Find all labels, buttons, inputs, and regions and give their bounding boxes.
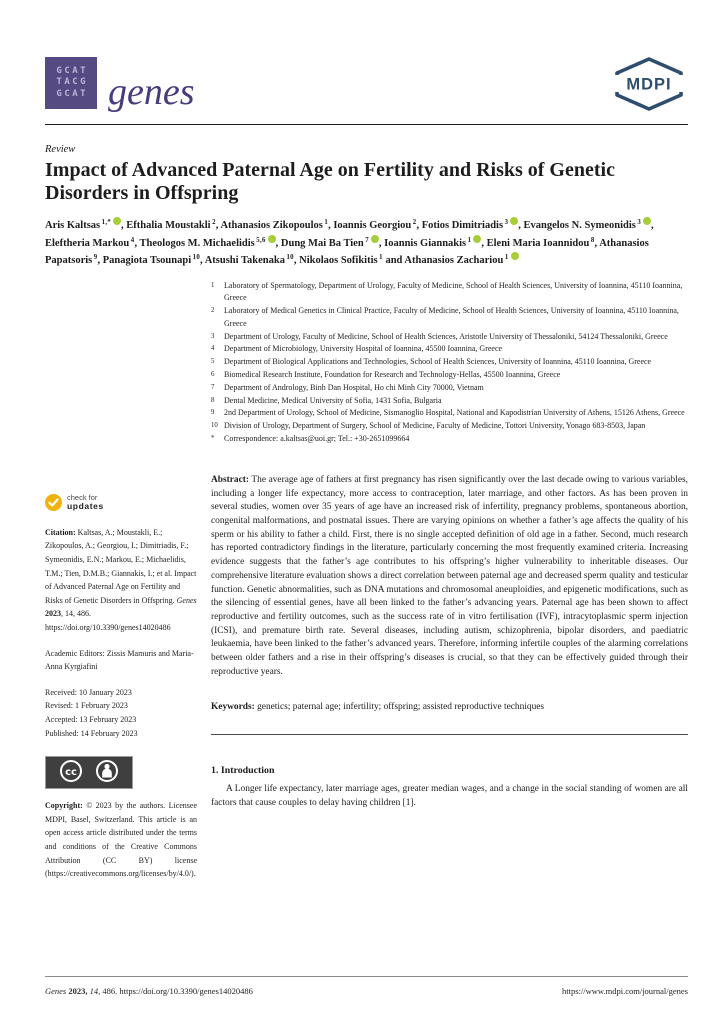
author-name: Eleftheria Markou [45, 237, 130, 249]
author-affiliation-sup: 8 [590, 236, 595, 244]
author-affiliation-sup: 1 [379, 254, 383, 262]
author-affiliation-sup: 7 [365, 236, 369, 244]
affiliation-text: Laboratory of Medical Genetics in Clinical Practice, Faculty of Medicine, School of Health Sciences, University of Ioannina, 45110 Ioannina, Greece [224, 306, 679, 328]
author-separator: , [293, 255, 300, 267]
copyright-label: Copyright: [45, 801, 83, 811]
footer-divider [45, 976, 688, 977]
orcid-icon[interactable] [511, 252, 519, 260]
academic-editors: Academic Editors: Zissis Mamuris and Maria-Anna Kyrgiafini [45, 648, 194, 672]
affiliation-item [211, 407, 688, 420]
page-title: Impact of Advanced Paternal Age on Fertility and Risks of Genetic Disorders in Offspring [45, 159, 615, 205]
affiliation-item [211, 395, 688, 408]
author-item [384, 238, 486, 249]
genes-logo[interactable] [45, 57, 195, 113]
author-separator: , [134, 237, 140, 249]
affiliation-number: 2 [211, 307, 215, 315]
affiliation-text: Dental Medicine, Medical University of Sofia, 1431 Sofia, Bulgaria [224, 395, 442, 405]
author-separator: and [382, 255, 405, 267]
author-affiliation-sup: 4 [130, 236, 135, 244]
history-date-line: Received: 10 January 2023 [45, 687, 132, 697]
affiliation-number: 10 [211, 422, 218, 430]
keywords-text: genetics; paternal age; infertility; offspring; assisted reproductive techniques [257, 701, 545, 712]
mdpi-hexagon-icon [610, 57, 688, 111]
sidebar [45, 280, 197, 881]
correspondence-text: Correspondence: a.kaltsas@uoi.gr; Tel.: +30-2651099664 [224, 434, 410, 444]
author-separator: , [328, 220, 334, 232]
affiliation-list [211, 280, 688, 434]
author-name: Nikolaos Sofikitis [299, 255, 378, 267]
author-item [45, 220, 126, 231]
section-heading-introduction: 1. Introduction [211, 765, 275, 777]
author-item [299, 255, 404, 266]
svg-text:cc: cc [65, 767, 77, 779]
orcid-icon[interactable] [268, 235, 276, 243]
footer-journal-url-link[interactable]: https://www.mdpi.com/journal/genes [562, 986, 688, 996]
affiliation-number: 3 [211, 332, 215, 340]
dna-logo-icon [45, 57, 97, 109]
affiliation-text: Division of Urology, Department of Surgery, School of Medicine, Faculty of Medicine, Tottori University, Yonago 683-8503, Japan [224, 421, 646, 431]
author-affiliation-sup: 1,* [101, 219, 112, 227]
author-item [103, 255, 205, 266]
author-name: Ioannis Georgiou [333, 220, 412, 232]
page-footer [45, 976, 688, 996]
history-dates [45, 686, 197, 740]
orcid-icon[interactable] [371, 235, 379, 243]
affiliation-number: 6 [211, 371, 215, 379]
author-name: Aris Kaltsas [45, 220, 101, 232]
citation-journal: Genes [176, 595, 197, 605]
citation-body: Kaltsas, A.; Moustakli, E.; Zikopoulos, A.; Georgiou, I.; Dimitriadis, F.; Symeonidis, E.N.; Markou, E.; Michaelidis, T.M.; Tien, D.M.B.; Giannakis, I.; et al. Impact of Advanced Paternal Age on Fertility and Risks of Genetic Disorders in Offspring. [45, 527, 197, 605]
affiliation-text: Department of Urology, Faculty of Medicine, School of Health Sciences, Aristotle University of Thessaloniki, 54124 Thessaloniki, Greece [224, 331, 668, 341]
citation-label: Citation: [45, 527, 76, 537]
author-item [524, 220, 654, 231]
correspondence-marker: * [211, 435, 215, 443]
author-affiliation-sup: 3 [637, 219, 642, 227]
affiliation-item [211, 420, 688, 433]
affiliation-item [211, 331, 688, 344]
author-item [422, 220, 524, 231]
author-affiliation-sup: 9 [93, 254, 98, 262]
author-affiliation-sup: 5,6 [256, 236, 266, 244]
affiliation-text: Laboratory of Spermatology, Department of Urology, Faculty of Medicine, School of Health Sciences, University of Ioannina, 45110 Ioannina, Greece [224, 280, 683, 303]
dna-row: TACG [56, 77, 89, 88]
check-updates-line2: updates [67, 501, 104, 512]
abstract-label: Abstract: [211, 474, 250, 485]
author-item [205, 255, 299, 266]
author-item [333, 220, 421, 231]
section-divider [211, 734, 688, 735]
author-item [487, 238, 600, 249]
dna-row: GCAT [56, 66, 89, 77]
author-affiliation-sup: 1 [467, 236, 472, 244]
keywords [211, 701, 688, 715]
citation-volume-page: , 14, 486. [61, 609, 91, 619]
dna-row: GCAT [56, 88, 89, 99]
affiliation-text: 2nd Department of Urology, School of Medicine, Sismanoglio Hospital, National and Kapodistrian University of Athens, 15126 Athens, Greece [224, 408, 685, 418]
body-columns [45, 280, 688, 881]
author-separator: , [97, 255, 103, 267]
affiliation-item [211, 356, 688, 369]
author-separator: , [121, 220, 127, 232]
author-item [140, 238, 281, 249]
author-name: Atsushi Takenaka [204, 255, 285, 267]
footer-citation: Genes 2023, 14, 486. https://doi.org/10.3390/genes14020486 [45, 986, 253, 996]
author-affiliation-sup: 10 [192, 254, 201, 262]
author-affiliation-sup: 3 [504, 219, 509, 227]
affiliation-number: 9 [211, 409, 215, 417]
journal-name: genes [108, 70, 195, 113]
affiliation-item [211, 305, 688, 331]
affiliation-number: 5 [211, 358, 215, 366]
journal-header [45, 0, 688, 116]
affiliation-number: 8 [211, 396, 215, 404]
author-affiliation-sup: 2 [212, 219, 216, 227]
author-name: Eleni Maria Ioannidou [486, 237, 590, 249]
orcid-icon[interactable] [113, 217, 121, 225]
copyright-text: © 2023 by the authors. Licensee MDPI, Basel, Switzerland. This article is an open access article distributed under the terms and conditions of the Creative Commons Attribution (CC BY) license (https://creativecommons.org/licenses/by/4.0/). [45, 801, 198, 879]
intro-paragraph: A Longer life expectancy, later marriage ages, greater median wages, and a change in the social standing of women are all factors that cause couples to delay having children [1]. [211, 784, 688, 809]
author-separator: , [481, 237, 487, 249]
check-for-updates-button[interactable] [45, 493, 131, 512]
citation-doi-link[interactable]: https://doi.org/10.3390/genes14020486 [45, 623, 171, 633]
affiliation-item [211, 369, 688, 382]
check-icon [45, 494, 62, 511]
abstract-text: The average age of fathers at first pregnancy has risen significantly over the last decade owing to various variables, including a longer life expectancy, more access to contraception, later marriage, and other factors. As has been proven in several studies, women over 35 years of age have an increased risk of infertility, pregnancy problems, spontaneous abortion, congenital malformations, and postnatal issues. There are varying opinions on whether a father’s age affects the quality of his sperm or his ability to father a child. First, there is no single accepted definition of old age in a father. Second, much research has reported contradictory findings in the literature, particularly concerning the most frequently examined criteria. Increasing evidence suggests that the father’s age contributes to his offspring’s higher vulnerability to inheritable diseases. Our comprehensive literature evaluation shows a direct correlation between paternal age and decreased sperm quality and testicular function. Genetic abnormalities, such as DNA mutations and chromosomal aneuploidies, and epigenetic modifications, such as the silencing of essential genes, have all been linked to the father’s advancing years. Paternal age has been shown to affect reproductive and fertility outcomes, such as the success rate of in vitro fertilisation (IVF), intracytoplasmic sperm injection (ICSI), and premature birth rate. Several diseases, including autism, schizophrenia, bipolar disorders, and paediatric leukaemia, have been linked to the father’s advanced years. Therefore, informing infertile couples of the alarming correlations between older fathers and a rise in their offspring’s diseases is crucial, so that they can be effectively guided through their reproductive years. [211, 474, 688, 677]
author-separator: , [416, 220, 422, 232]
copyright-block [45, 799, 197, 881]
author-separator: , [215, 220, 221, 232]
mdpi-logo[interactable] [610, 57, 688, 116]
author-affiliation-sup: 2 [412, 219, 417, 227]
author-name: Dung Mai Ba Tien [280, 237, 364, 249]
keywords-label: Keywords: [211, 701, 255, 712]
author-name: Athanasios Papatsoris [45, 237, 649, 267]
author-name: Athanasios Zikopoulos [220, 220, 323, 232]
check-updates-line1: check for [67, 492, 98, 502]
history-date-line: Published: 14 February 2023 [45, 728, 138, 738]
author-separator: , [378, 237, 385, 249]
author-affiliation-sup: 1 [324, 219, 329, 227]
affiliation-text: Department of Andrology, Binh Dan Hospital, Ho chi Minh City 70000, Vietnam [224, 382, 484, 392]
author-item [220, 220, 333, 231]
affiliation-text: Department of Microbiology, University Hospital of Ioannina, 45500 Ioannina, Greece [224, 344, 503, 354]
correspondence-email-link[interactable]: a.kaltsas@uoi.gr [280, 434, 334, 444]
author-separator: , [200, 255, 205, 267]
citation-year: 2023 [45, 609, 61, 619]
footer-doi-link[interactable]: https://doi.org/10.3390/genes14020486 [119, 986, 253, 996]
affiliation-item [211, 280, 688, 306]
affiliation-text: Biomedical Research Institute, Foundation for Research and Technology-Hellas, 45500 Ioannina, Greece [224, 370, 561, 380]
correspondence-line [211, 433, 688, 446]
author-affiliation-sup: 1 [504, 254, 509, 262]
abstract [211, 474, 688, 680]
affiliation-number: 4 [211, 345, 215, 353]
author-name: Evangelos N. Symeonidis [523, 220, 636, 232]
history-date-line: Accepted: 13 February 2023 [45, 715, 137, 725]
check-updates-label [67, 493, 104, 512]
author-name: Efthalia Moustakli [126, 220, 211, 232]
author-item [45, 238, 140, 249]
orcid-icon[interactable] [643, 217, 651, 225]
author-item [126, 220, 220, 231]
cc-by-license-badge[interactable] [45, 756, 133, 789]
author-name: Ioannis Giannakis [384, 237, 467, 249]
svg-text:MDPI: MDPI [626, 75, 672, 94]
affiliation-number: 7 [211, 383, 215, 391]
author-separator: , [594, 237, 600, 249]
author-item [281, 238, 384, 249]
author-separator: , [518, 220, 524, 232]
author-name: Fotios Dimitriadis [421, 220, 504, 232]
affiliation-item [211, 382, 688, 395]
author-item [404, 255, 518, 266]
author-name: Athanasios Zachariou [404, 255, 504, 267]
main-column [211, 280, 688, 881]
header-divider [45, 124, 688, 125]
history-date-line: Revised: 1 February 2023 [45, 701, 128, 711]
author-separator: , [275, 237, 281, 249]
affiliation-item [211, 343, 688, 356]
citation-block [45, 526, 197, 635]
article-type: Review [45, 144, 76, 155]
affiliation-number: 1 [211, 281, 215, 289]
author-affiliation-sup: 10 [286, 254, 294, 262]
author-separator: , [651, 220, 654, 232]
author-name: Panagiota Tsounapi [102, 255, 192, 267]
authors-line [45, 217, 688, 269]
affiliation-text: Department of Biological Applications and Technologies, School of Health Sciences, University of Ioannina, 45110 Ioannina, Greece [224, 357, 652, 367]
author-name: Theologos M. Michaelidis [139, 237, 255, 249]
